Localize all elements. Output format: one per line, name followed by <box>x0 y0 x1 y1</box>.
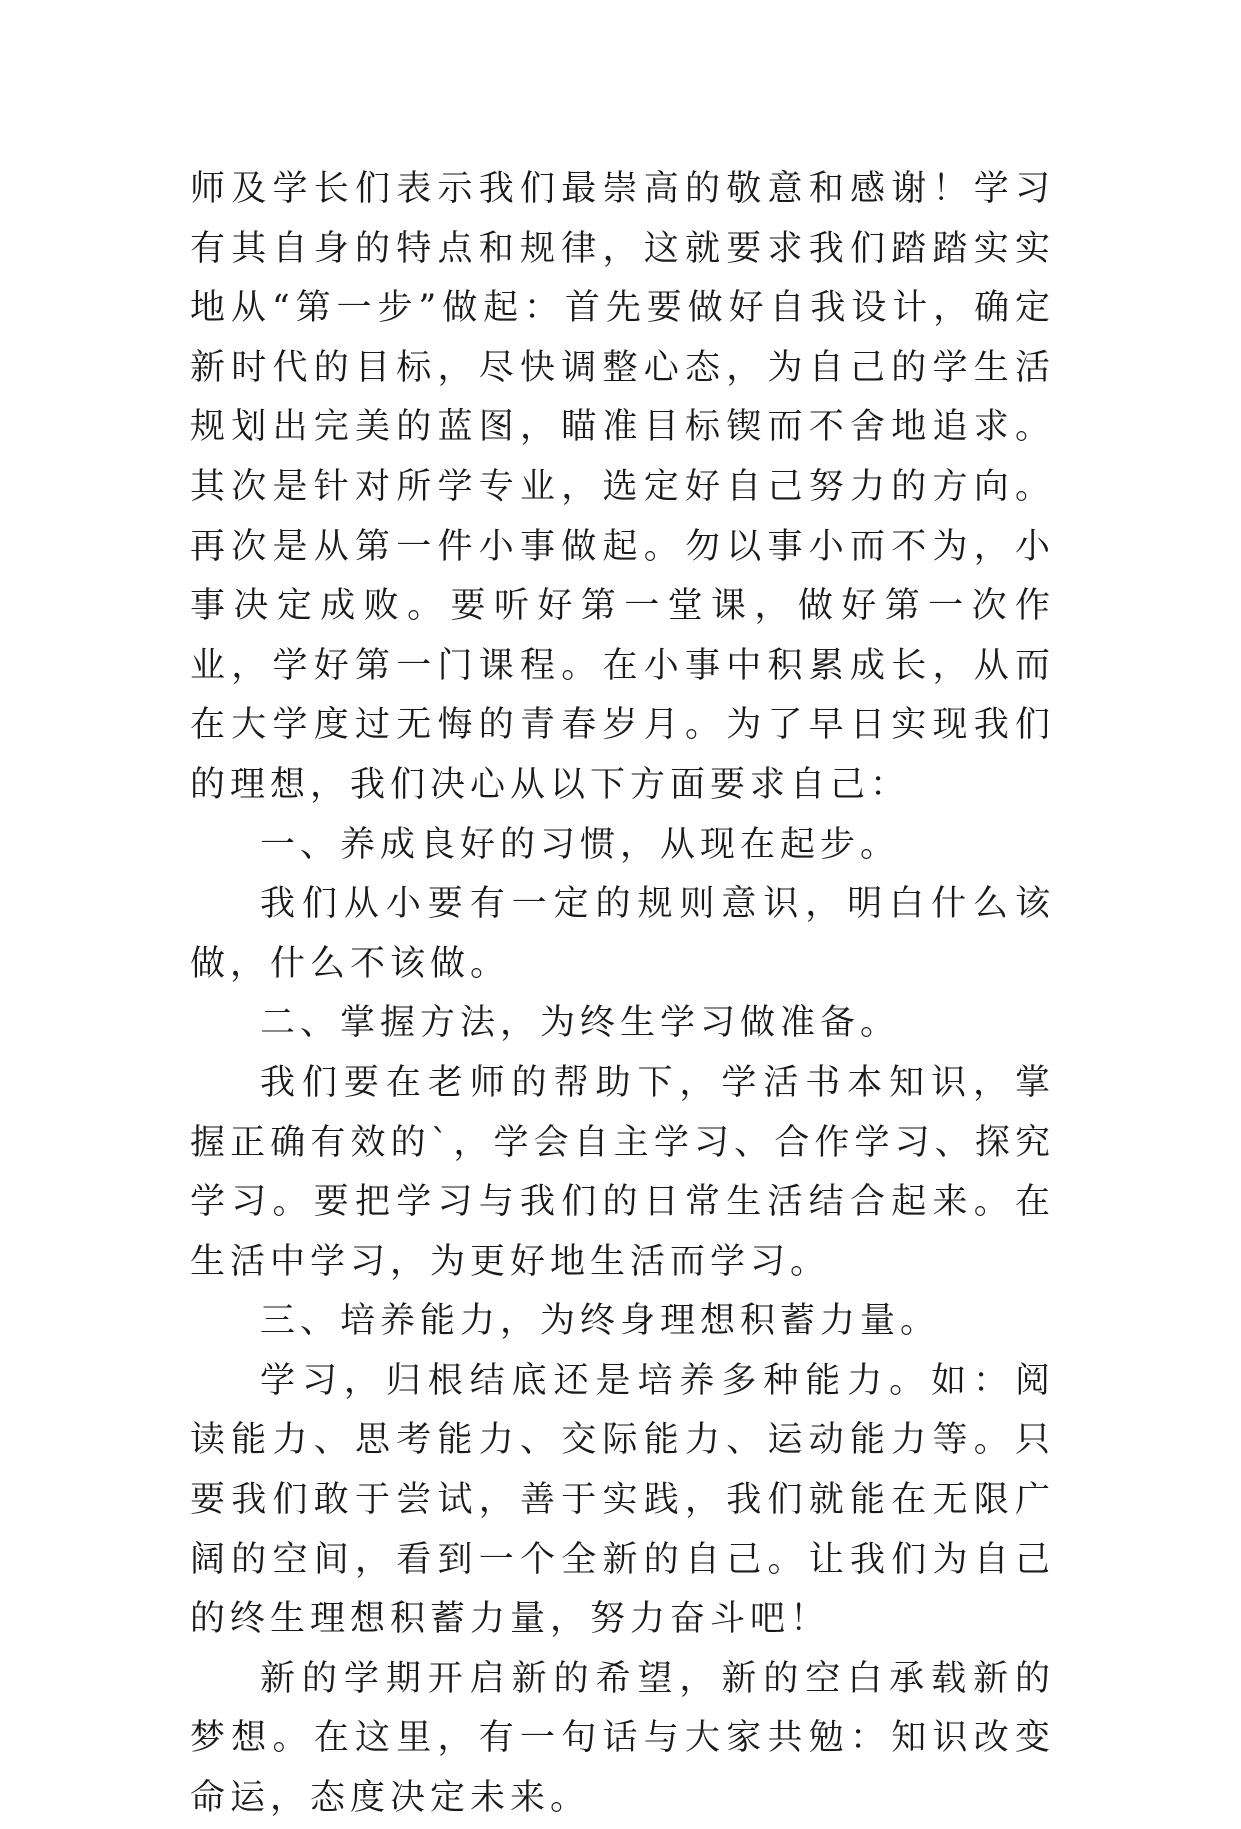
document-body <box>190 160 1055 1829</box>
section-heading-2: 二、掌握方法，为终生学习做准备。 <box>260 1003 901 1044</box>
paragraph-continuation: 师及学长们表示我们最崇高的敬意和感谢！学习有其自身的特点和规律，这就要求我们踏踏实实地从“第一步”做起：首先要做好自我设计，确定新时代的目标，尽快调整心态，为自己的学生活规划出完美的蓝图，瞄准目标锲而不舍地追求。其次是针对所学专业，选定好自己努力的方向。再次是从第一件小事做起。勿以事小而不为，小事决定成败。要听好第一堂课，做好第一次作业，学好第一门课程。在小事中积累成长，从而在大学度过无悔的青春岁月。为了早日实现我们的理想，我们决心从以下方面要求自己： <box>190 169 1055 805</box>
section-heading-3: 三、培养能力，为终身理想积蓄力量。 <box>260 1301 941 1342</box>
section-heading-1: 一、养成良好的习惯，从现在起步。 <box>260 824 901 865</box>
paragraph-section-2: 我们要在老师的帮助下，学活书本知识，掌握正确有效的`，学会自主学习、合作学习、探究学习。要把学习与我们的日常生活结合起来。在生活中学习，为更好地生活而学习。 <box>190 1062 1055 1282</box>
paragraph-section-1: 我们从小要有一定的规则意识，明白什么该做，什么不该做。 <box>190 884 1055 984</box>
paragraph-section-3: 学习，归根结底还是培养多种能力。如：阅读能力、思考能力、交际能力、运动能力等。只要我们敢于尝试，善于实践，我们就能在无限广阔的空间，看到一个全新的自己。让我们为自己的终生理想积蓄力量，努力奋斗吧！ <box>190 1360 1055 1640</box>
paragraph-closing: 新的学期开启新的希望，新的空白承载新的梦想。在这里，有一句话与大家共勉：知识改变命运，态度决定未来。 <box>190 1658 1055 1819</box>
